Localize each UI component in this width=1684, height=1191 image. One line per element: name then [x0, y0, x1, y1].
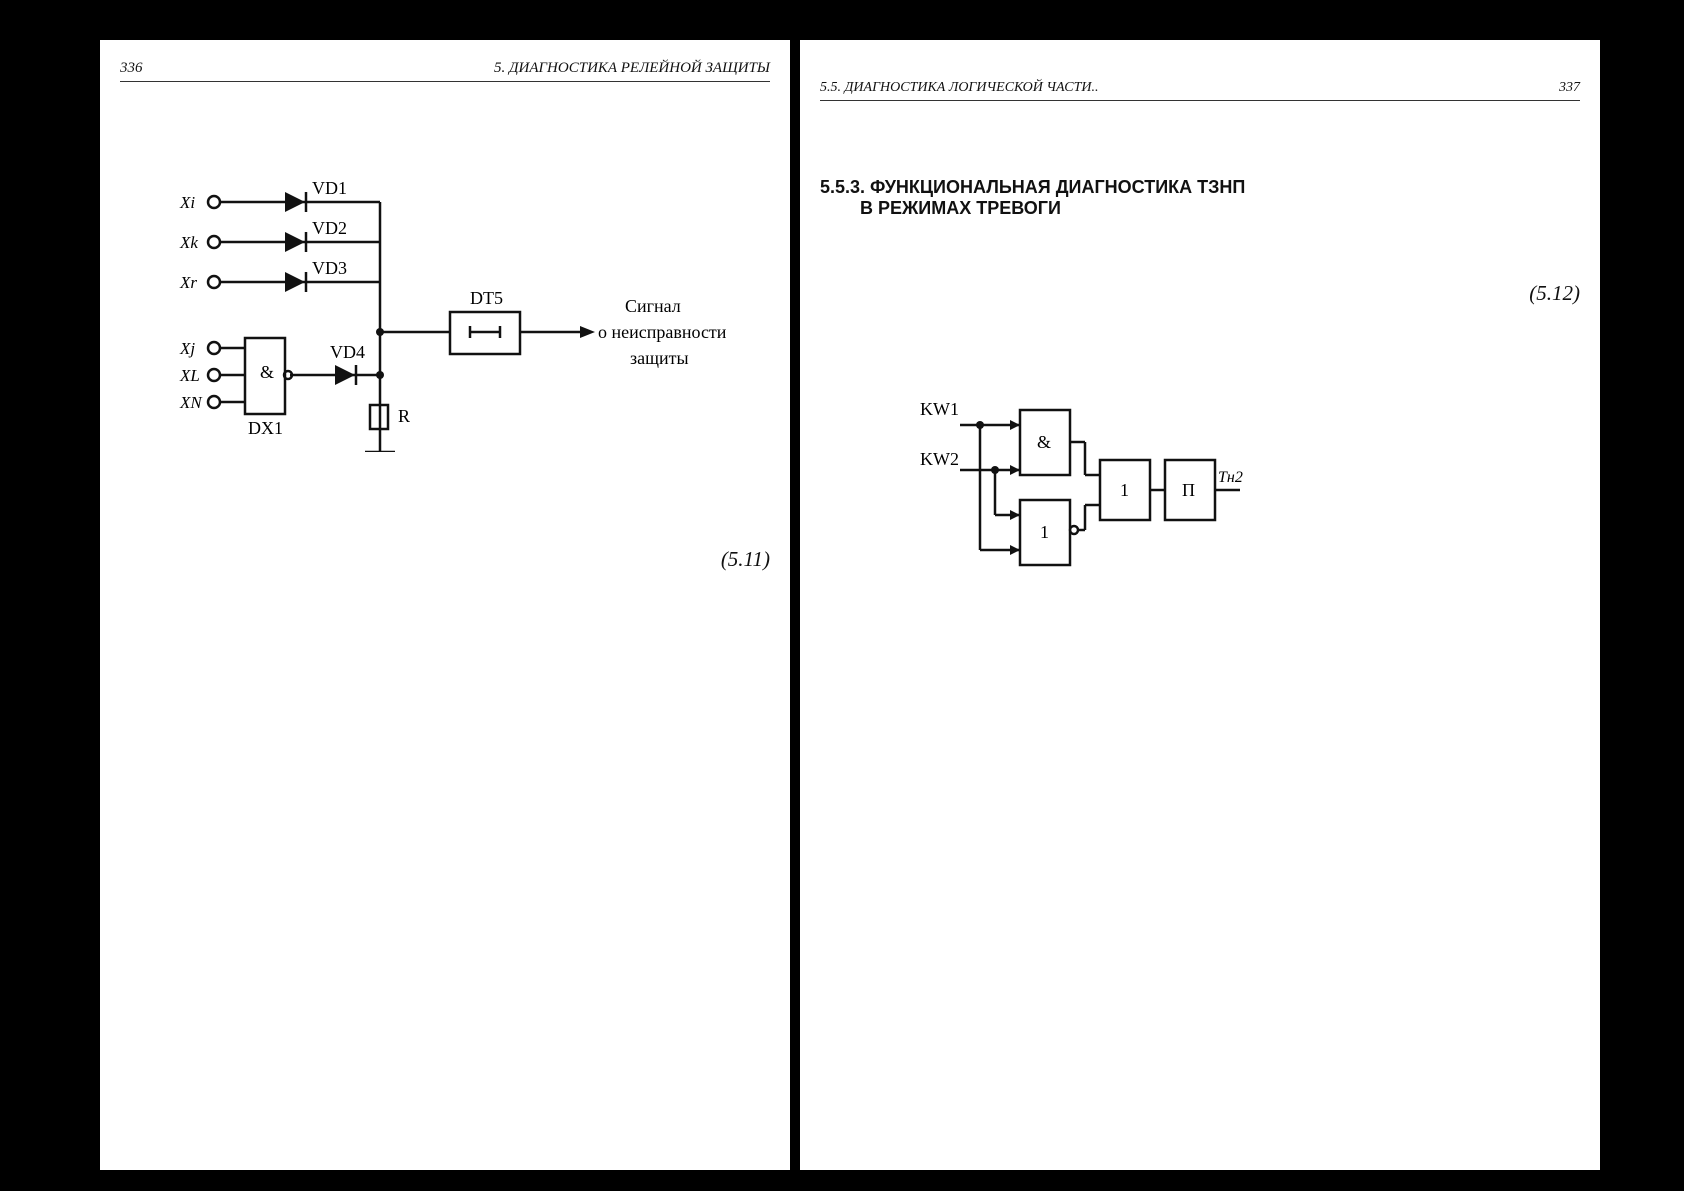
formula-number: (5.12): [1529, 281, 1580, 305]
signal-label: Сигнал: [625, 296, 681, 316]
paragraph: [120, 100, 770, 124]
xr-label: Xr: [180, 273, 197, 292]
formula-number: (5.11): [720, 547, 770, 571]
formula-5-12: [820, 281, 1580, 306]
paragraph: [820, 119, 1580, 143]
vd3-label: VD3: [312, 258, 347, 278]
figure-115-diagram: [120, 172, 760, 452]
left-running-head: [120, 60, 770, 82]
r-label: R: [398, 406, 411, 426]
xj-label: Xj: [180, 339, 196, 358]
paragraph: [820, 354, 1580, 378]
formula-5-11: [120, 547, 770, 572]
dt5-label: DT5: [470, 288, 503, 308]
page-number: 336: [120, 60, 143, 76]
memory-label: П: [1182, 480, 1195, 500]
paragraph: [120, 475, 770, 499]
paragraph: [820, 245, 1580, 269]
xi-label: Xi: [180, 193, 196, 212]
section-heading: [820, 177, 1580, 219]
signal-label-2: о неисправности: [598, 322, 727, 342]
paragraph: [120, 136, 770, 160]
dx1-label: DX1: [248, 418, 283, 438]
section-heading-line1: 5.5.3. ФУНКЦИОНАЛЬНАЯ ДИАГНОСТИКА ТЗНП: [820, 177, 1246, 197]
paragraph: [820, 318, 1580, 342]
paragraph: [120, 584, 770, 608]
xn-label: XN: [180, 393, 202, 412]
kw2-label: KW2: [920, 449, 959, 469]
right-page: [800, 40, 1600, 1170]
figure-116-diagram: [900, 390, 1460, 590]
and-label: &: [260, 362, 275, 382]
xk-label: Xk: [180, 233, 198, 252]
or-label: 1: [1040, 522, 1049, 542]
paragraph: [820, 613, 1580, 637]
signal-label-3: защиты: [630, 348, 689, 368]
vd4-label: VD4: [330, 342, 365, 362]
or-label: 1: [1120, 480, 1129, 500]
section-title: 5.5. ДИАГНОСТИКА ЛОГИЧЕСКОЙ ЧАСТИ..: [820, 80, 1099, 95]
kw1-label: KW1: [920, 399, 959, 419]
section-heading-line2: В РЕЖИМАХ ТРЕВОГИ: [860, 198, 1061, 218]
page-number: 337: [1559, 80, 1580, 95]
chapter-title: 5. ДИАГНОСТИКА РЕЛЕЙНОЙ ЗАЩИТЫ: [493, 60, 770, 76]
paragraph: [120, 620, 770, 644]
vd2-label: VD2: [312, 218, 347, 238]
output-label: Тн2: [1218, 469, 1243, 486]
left-page: [100, 40, 790, 1170]
xl-label: XL: [180, 366, 200, 385]
right-running-head: [820, 80, 1580, 101]
and-label: &: [1037, 432, 1052, 452]
vd1-label: VD1: [312, 178, 347, 198]
paragraph: [120, 511, 770, 535]
